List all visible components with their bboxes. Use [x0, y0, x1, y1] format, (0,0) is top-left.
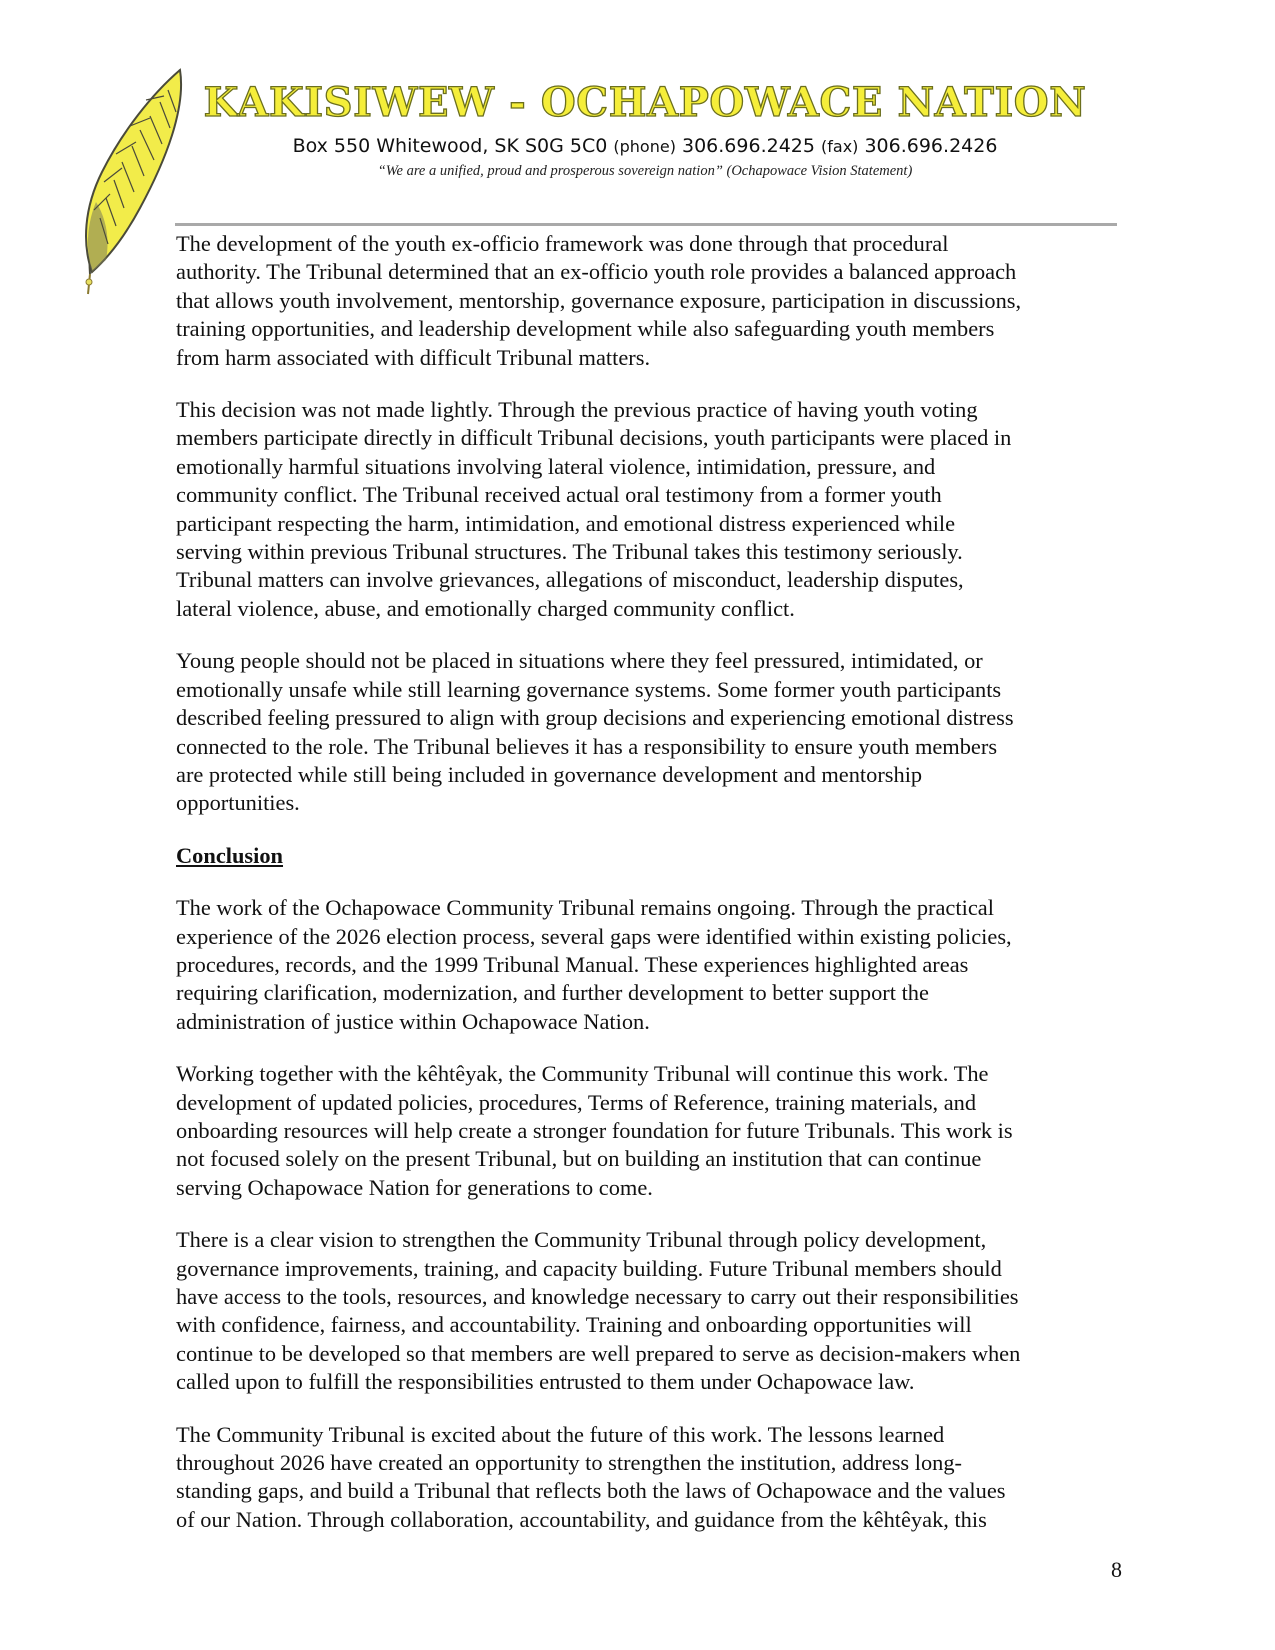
phone-label: (phone): [613, 137, 676, 156]
contact-line: [180, 132, 1110, 161]
body-text: [176, 230, 1121, 1558]
letterhead: [180, 78, 1110, 181]
paragraph: There is a clear vision to strengthen the Community Tribunal through policy development, governance improvements, training, and capacity building. Future Tribunal members should have access to the tools, resources, and knowledge necessary to carry out their responsibilities with confidence, fairness, and accountability. Training and onboarding opportunities will continue to be developed so that members are well prepared to serve as decision-makers when called upon to fulfill the responsibilities entrusted to them under Ochapowace law.: [176, 1227, 1021, 1395]
nation-name: KAKISIWEW - OCHAPOWACE NATION: [203, 79, 1087, 126]
paragraph: This decision was not made lightly. Through the previous practice of having youth voting members participate directly in difficult Tribunal decisions, youth participants were placed in emotionally harmful situations involving lateral violence, intimidation, pressure, and community conflict. The Tribunal received actual oral testimony from a former youth participant respecting the harm, intimidation, and emotional distress experienced while serving within previous Tribunal structures. The Tribunal takes this testimony seriously. Tribunal matters can involve grievances, allegations of misconduct, leadership disputes, lateral violence, abuse, and emotionally charged community conflict.: [176, 397, 1012, 621]
page-number: 8: [1111, 1557, 1122, 1582]
fax-label: (fax): [821, 137, 859, 156]
header-divider: [175, 223, 1117, 226]
vision-statement: “We are a unified, proud and prosperous sovereign nation” (Ochapowace Vision Statement): [377, 163, 913, 179]
fax-number: 306.696.2426: [864, 135, 998, 157]
paragraph: The Community Tribunal is excited about the future of this work. The lessons learned throughout 2026 have created an opportunity to strengthen the institution, address long- standing gaps, and build a Tribunal that reflects both the laws of Ochapowace and the values of our Nation. Through collaboration, accountability, and guidance from the kêhtêyak, this: [176, 1421, 1006, 1532]
feather-icon: [80, 68, 190, 300]
paragraph: The work of the Ochapowace Community Tribunal remains ongoing. Through the practical experience of the 2026 election process, several gaps were identified within existing policies, procedures, records, and the 1999 Tribunal Manual. These experiences highlighted areas requiring clarification, modernization, and further development to better support the administration of justice within Ochapowace Nation.: [176, 895, 1012, 1034]
paragraph: Working together with the kêhtêyak, the Community Tribunal will continue this work. The development of updated policies, procedures, Terms of Reference, training materials, and onboarding resources will help create a stronger foundation for future Tribunals. This work is not focused solely on the present Tribunal, but on building an institution that can continue serving Ochapowace Nation for generations to come.: [176, 1061, 1013, 1200]
mailing-address: Box 550 Whitewood, SK S0G 5C0: [292, 135, 608, 157]
paragraph: The development of the youth ex-officio framework was done through that procedural authority. The Tribunal determined that an ex-officio youth role provides a balanced approach that allows youth involvement, mentorship, governance exposure, participation in discussions, training opportunities, and leadership development while also safeguarding youth members from harm associated with difficult Tribunal matters.: [176, 231, 1022, 370]
section-heading-conclusion: Conclusion: [176, 842, 284, 868]
phone-number: 306.696.2425: [682, 135, 815, 157]
paragraph: Young people should not be placed in situations where they feel pressured, intimidated, or emotionally unsafe while still learning governance systems. Some former youth participants described feeling pressured to align with group decisions and experiencing emotional distress connected to the role. The Tribunal believes it has a responsibility to ensure youth members are protected while still being included in governance development and mentorship opportunities.: [176, 648, 1014, 816]
